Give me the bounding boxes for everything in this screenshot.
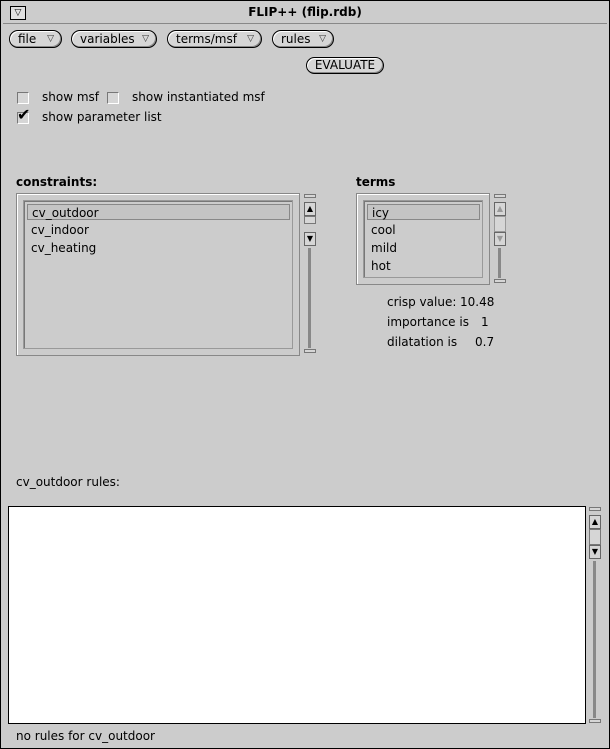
rules-menu-label: rules: [281, 32, 311, 46]
term-item-icy[interactable]: icy: [367, 204, 480, 220]
scroll-thumb[interactable]: [589, 529, 601, 545]
show-instantiated-msf-label: show instantiated msf: [132, 90, 265, 104]
terms-scrollbar[interactable]: [494, 194, 506, 286]
constraints-heading: constraints:: [16, 175, 98, 189]
chevron-down-icon: ▽: [319, 34, 326, 44]
window-title: FLIP++ (flip.rdb): [248, 5, 362, 19]
terms-heading: terms: [356, 175, 396, 189]
scroll-up-icon[interactable]: ▲: [494, 202, 506, 216]
terms-list[interactable]: [356, 193, 490, 285]
scroll-up-icon[interactable]: ▲: [589, 515, 601, 529]
term-item-cool[interactable]: cool: [371, 223, 396, 237]
show-parameter-list-label: show parameter list: [42, 110, 162, 124]
crisp-value-label: crisp value:: [387, 295, 457, 309]
dilatation-label: dilatation is: [387, 335, 458, 349]
scroll-down-icon[interactable]: ▼: [304, 232, 316, 246]
chevron-down-icon: ▽: [47, 34, 54, 44]
scroll-thumb[interactable]: [304, 216, 316, 224]
constraints-scrollbar[interactable]: [304, 194, 316, 357]
title-bar[interactable]: [3, 3, 607, 24]
constraint-item-cv-heating[interactable]: cv_heating: [31, 241, 97, 255]
dilatation-value: 0.7: [475, 335, 495, 349]
show-msf-checkbox[interactable]: [17, 92, 29, 104]
constraint-item-cv-outdoor[interactable]: cv_outdoor: [27, 204, 290, 220]
scroll-up-icon[interactable]: ▲: [304, 202, 316, 216]
file-menu-button[interactable]: [9, 30, 62, 48]
crisp-value: 10.48: [460, 295, 495, 309]
chevron-down-icon: ▽: [247, 34, 254, 44]
term-item-mild[interactable]: mild: [371, 241, 397, 255]
variables-menu-button[interactable]: [71, 30, 157, 48]
checkmark-icon: ✔: [17, 105, 31, 124]
evaluate-button[interactable]: EVALUATE: [306, 57, 384, 74]
constraint-item-cv-indoor[interactable]: cv_indoor: [31, 223, 89, 237]
window-menu-icon[interactable]: ▽: [10, 6, 26, 20]
rules-heading: cv_outdoor rules:: [16, 475, 120, 489]
rules-scrollbar[interactable]: [589, 507, 601, 727]
terms-msf-menu-button[interactable]: [167, 30, 262, 48]
chevron-down-icon: ▽: [142, 34, 149, 44]
constraints-list[interactable]: [16, 193, 300, 356]
scroll-down-icon[interactable]: ▼: [589, 545, 601, 559]
term-item-hot[interactable]: hot: [371, 259, 391, 273]
show-msf-label: show msf: [42, 90, 99, 104]
file-menu-label: file: [18, 32, 37, 46]
scroll-thumb[interactable]: [494, 216, 506, 232]
rules-text-area[interactable]: [8, 506, 586, 724]
importance-value: 1: [481, 315, 489, 329]
show-instantiated-msf-checkbox[interactable]: [107, 92, 119, 104]
show-parameter-list-checkbox[interactable]: [17, 105, 31, 124]
terms-msf-menu-label: terms/msf: [176, 32, 237, 46]
rules-menu-button[interactable]: [272, 30, 334, 48]
importance-label: importance is: [387, 315, 469, 329]
status-message: no rules for cv_outdoor: [16, 729, 155, 743]
scroll-down-icon[interactable]: ▼: [494, 232, 506, 246]
variables-menu-label: variables: [80, 32, 135, 46]
